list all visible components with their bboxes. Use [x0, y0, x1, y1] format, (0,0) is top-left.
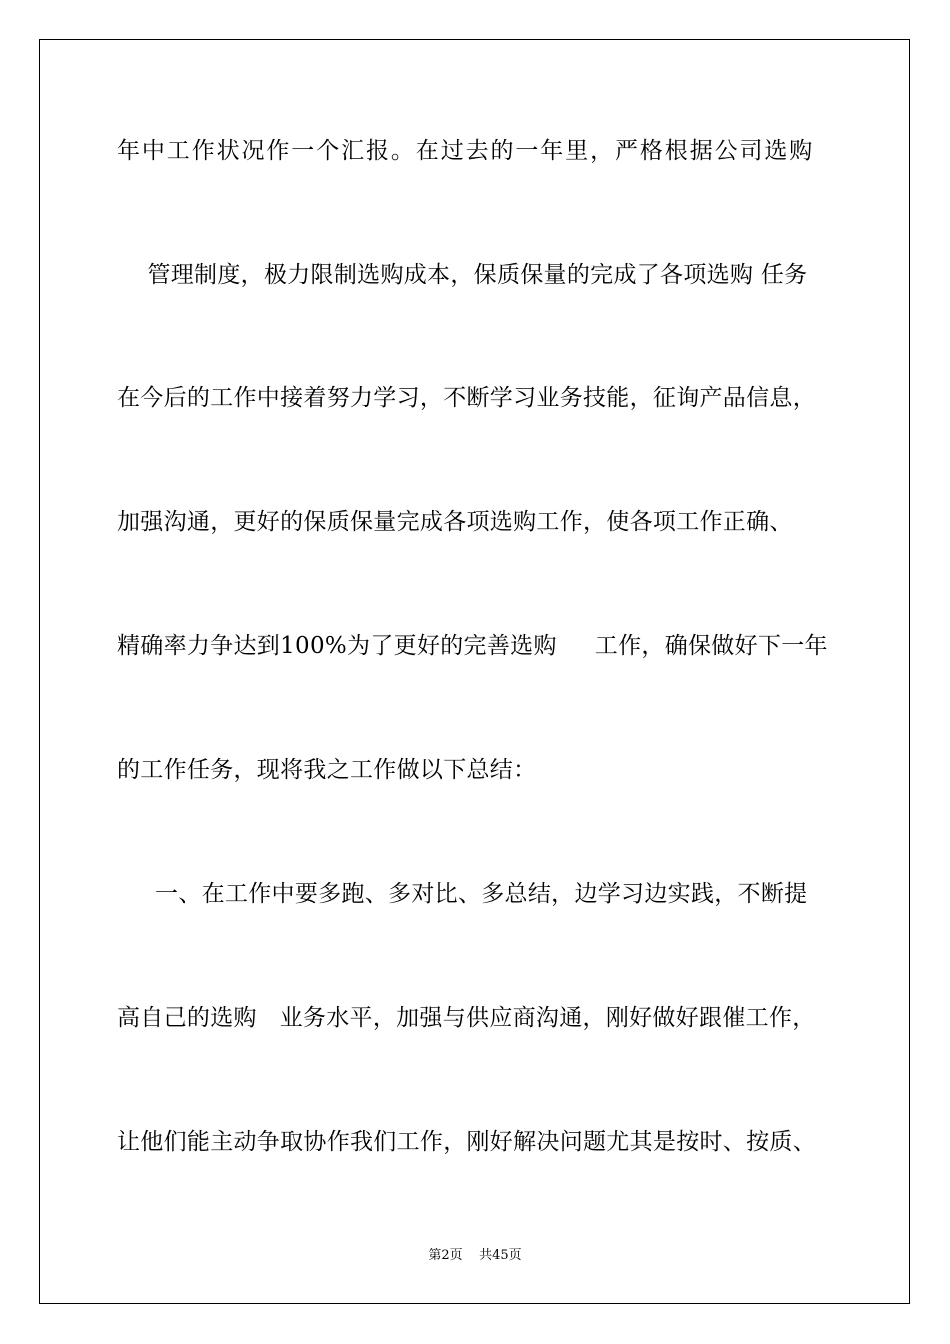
body-text-line-6: 的工作任务，现将我之工作做以下总结：: [117, 757, 537, 783]
body-text-line-5: 精确率力争达到100%为了更好的完善选购 工作，确保做好下一年: [117, 633, 828, 659]
body-text-line-4: 加强沟通，更好的保质保量完成各项选购工作，使各项工作正确、: [117, 509, 793, 535]
body-text-line-7: 一、在工作中要多跑、多对比、多总结，边学习边实践，不断提: [117, 881, 808, 907]
page-number-footer: 第2页 共45页: [428, 1248, 522, 1263]
page-border: [39, 39, 910, 1304]
body-text-line-1: 年中工作状况作一个汇报。在过去的一年里，严格根据公司选购: [117, 138, 815, 164]
body-text-line-8: 高自己的选购 业务水平，加强与供应商沟通，刚好做好跟催工作，: [117, 1005, 816, 1031]
body-text-line-9: 让他们能主动争取协作我们工作，刚好解决问题尤其是按时、按质、: [117, 1129, 816, 1155]
body-text-line-2: 管理制度，极力限制选购成本，保质保量的完成了各项选购 任务: [117, 262, 808, 288]
body-text-line-3: 在今后的工作中接着努力学习，不断学习业务技能，征询产品信息，: [117, 385, 816, 411]
